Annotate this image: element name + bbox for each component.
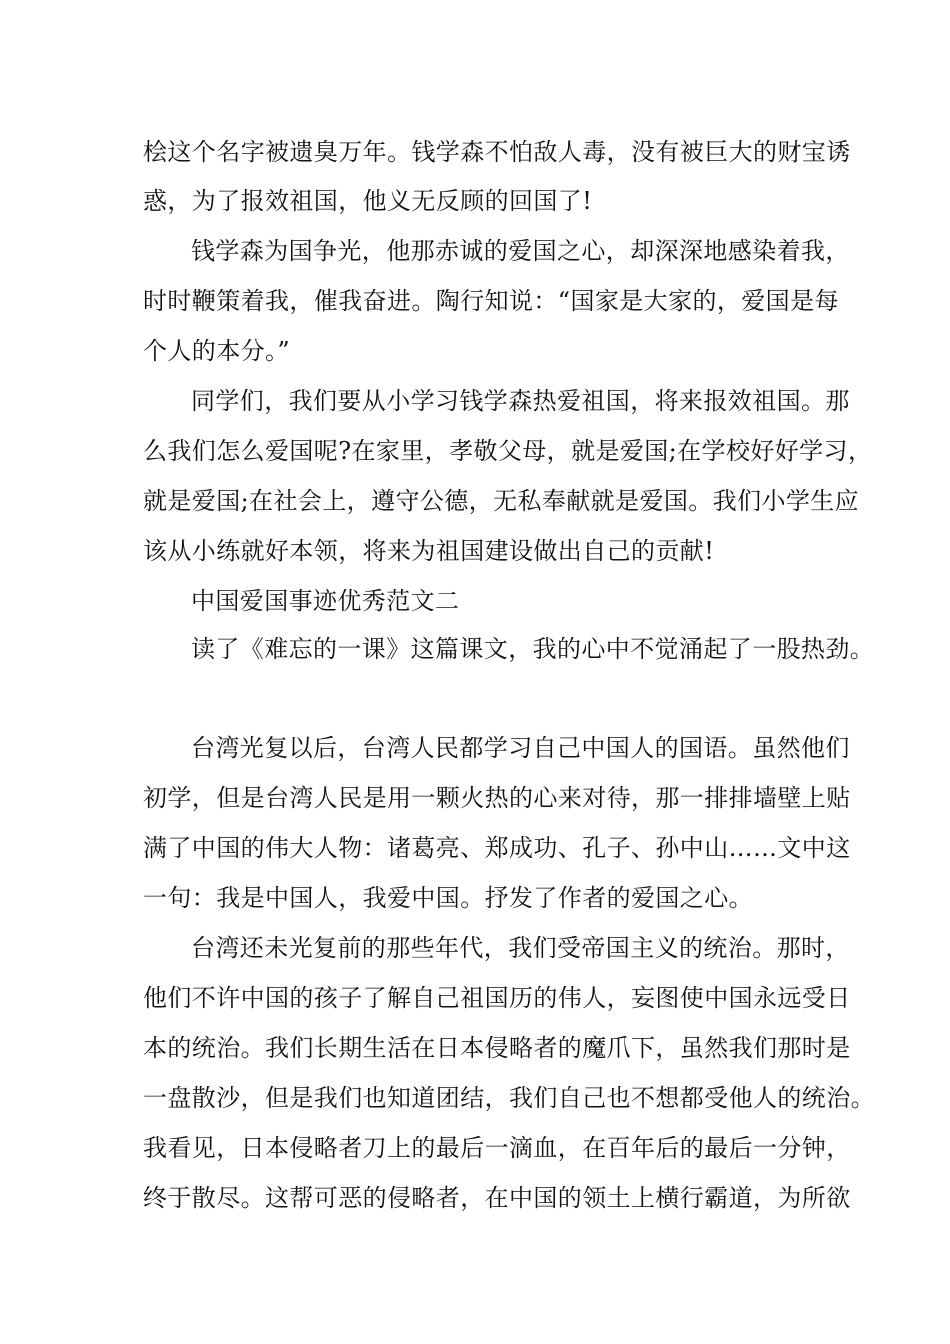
text-line: 该从小练就好本领，将来为祖国建设做出自己的贡献! [143,537,715,565]
section-heading: 中国爱国事迹优秀范文二 [191,587,460,615]
text-line: 读了《难忘的一课》这篇课文，我的心中不觉涌起了一股热劲。 [191,635,875,663]
text-line: 时时鞭策着我，催我奋进。陶行知说：“国家是大家的，爱国是每 [143,287,839,315]
text-line: 个人的本分。” [143,337,291,365]
text-line: 就是爱国;在社会上，遵守公德，无私奉献就是爱国。我们小学生应 [143,487,860,515]
text-line: 桧这个名字被遗臭万年。钱学森不怕敌人毒，没有被巨大的财宝诱 [143,138,851,166]
text-line: 台湾光复以后，台湾人民都学习自己中国人的国语。虽然他们 [191,734,850,762]
text-line: 他们不许中国的孩子了解自己祖国历的伟人，妄图使中国永远受日 [143,984,851,1012]
text-line: 一句：我是中国人，我爱中国。抒发了作者的爱国之心。 [143,884,753,912]
text-line: 本的统治。我们长期生活在日本侵略者的魔爪下，虽然我们那时是 [143,1034,851,1062]
text-line: 满了中国的伟大人物：诸葛亮、郑成功、孔子、孙中山……文中这 [143,834,851,862]
text-line: 我看见，日本侵略者刀上的最后一滴血，在百年后的最后一分钟， [143,1134,851,1162]
text-line: 台湾还未光复前的那些年代，我们受帝国主义的统治。那时， [191,934,850,962]
text-line: 么我们怎么爱国呢?在家里，孝敬父母，就是爱国;在学校好好学习， [143,437,873,465]
text-line: 终于散尽。这帮可恶的侵略者，在中国的领土上横行霸道，为所欲 [143,1184,851,1212]
text-line: 一盘散沙，但是我们也知道团结，我们自己也不想都受他人的统治。 [143,1084,875,1112]
text-line: 同学们，我们要从小学习钱学森热爱祖国，将来报效祖国。那 [191,387,850,415]
text-line: 初学，但是台湾人民是用一颗火热的心来对待，那一排排墙壁上贴 [143,784,851,812]
text-line: 惑，为了报效祖国，他义无反顾的回国了! [143,187,593,215]
text-line: 钱学森为国争光，他那赤诚的爱国之心，却深深地感染着我， [191,237,850,265]
